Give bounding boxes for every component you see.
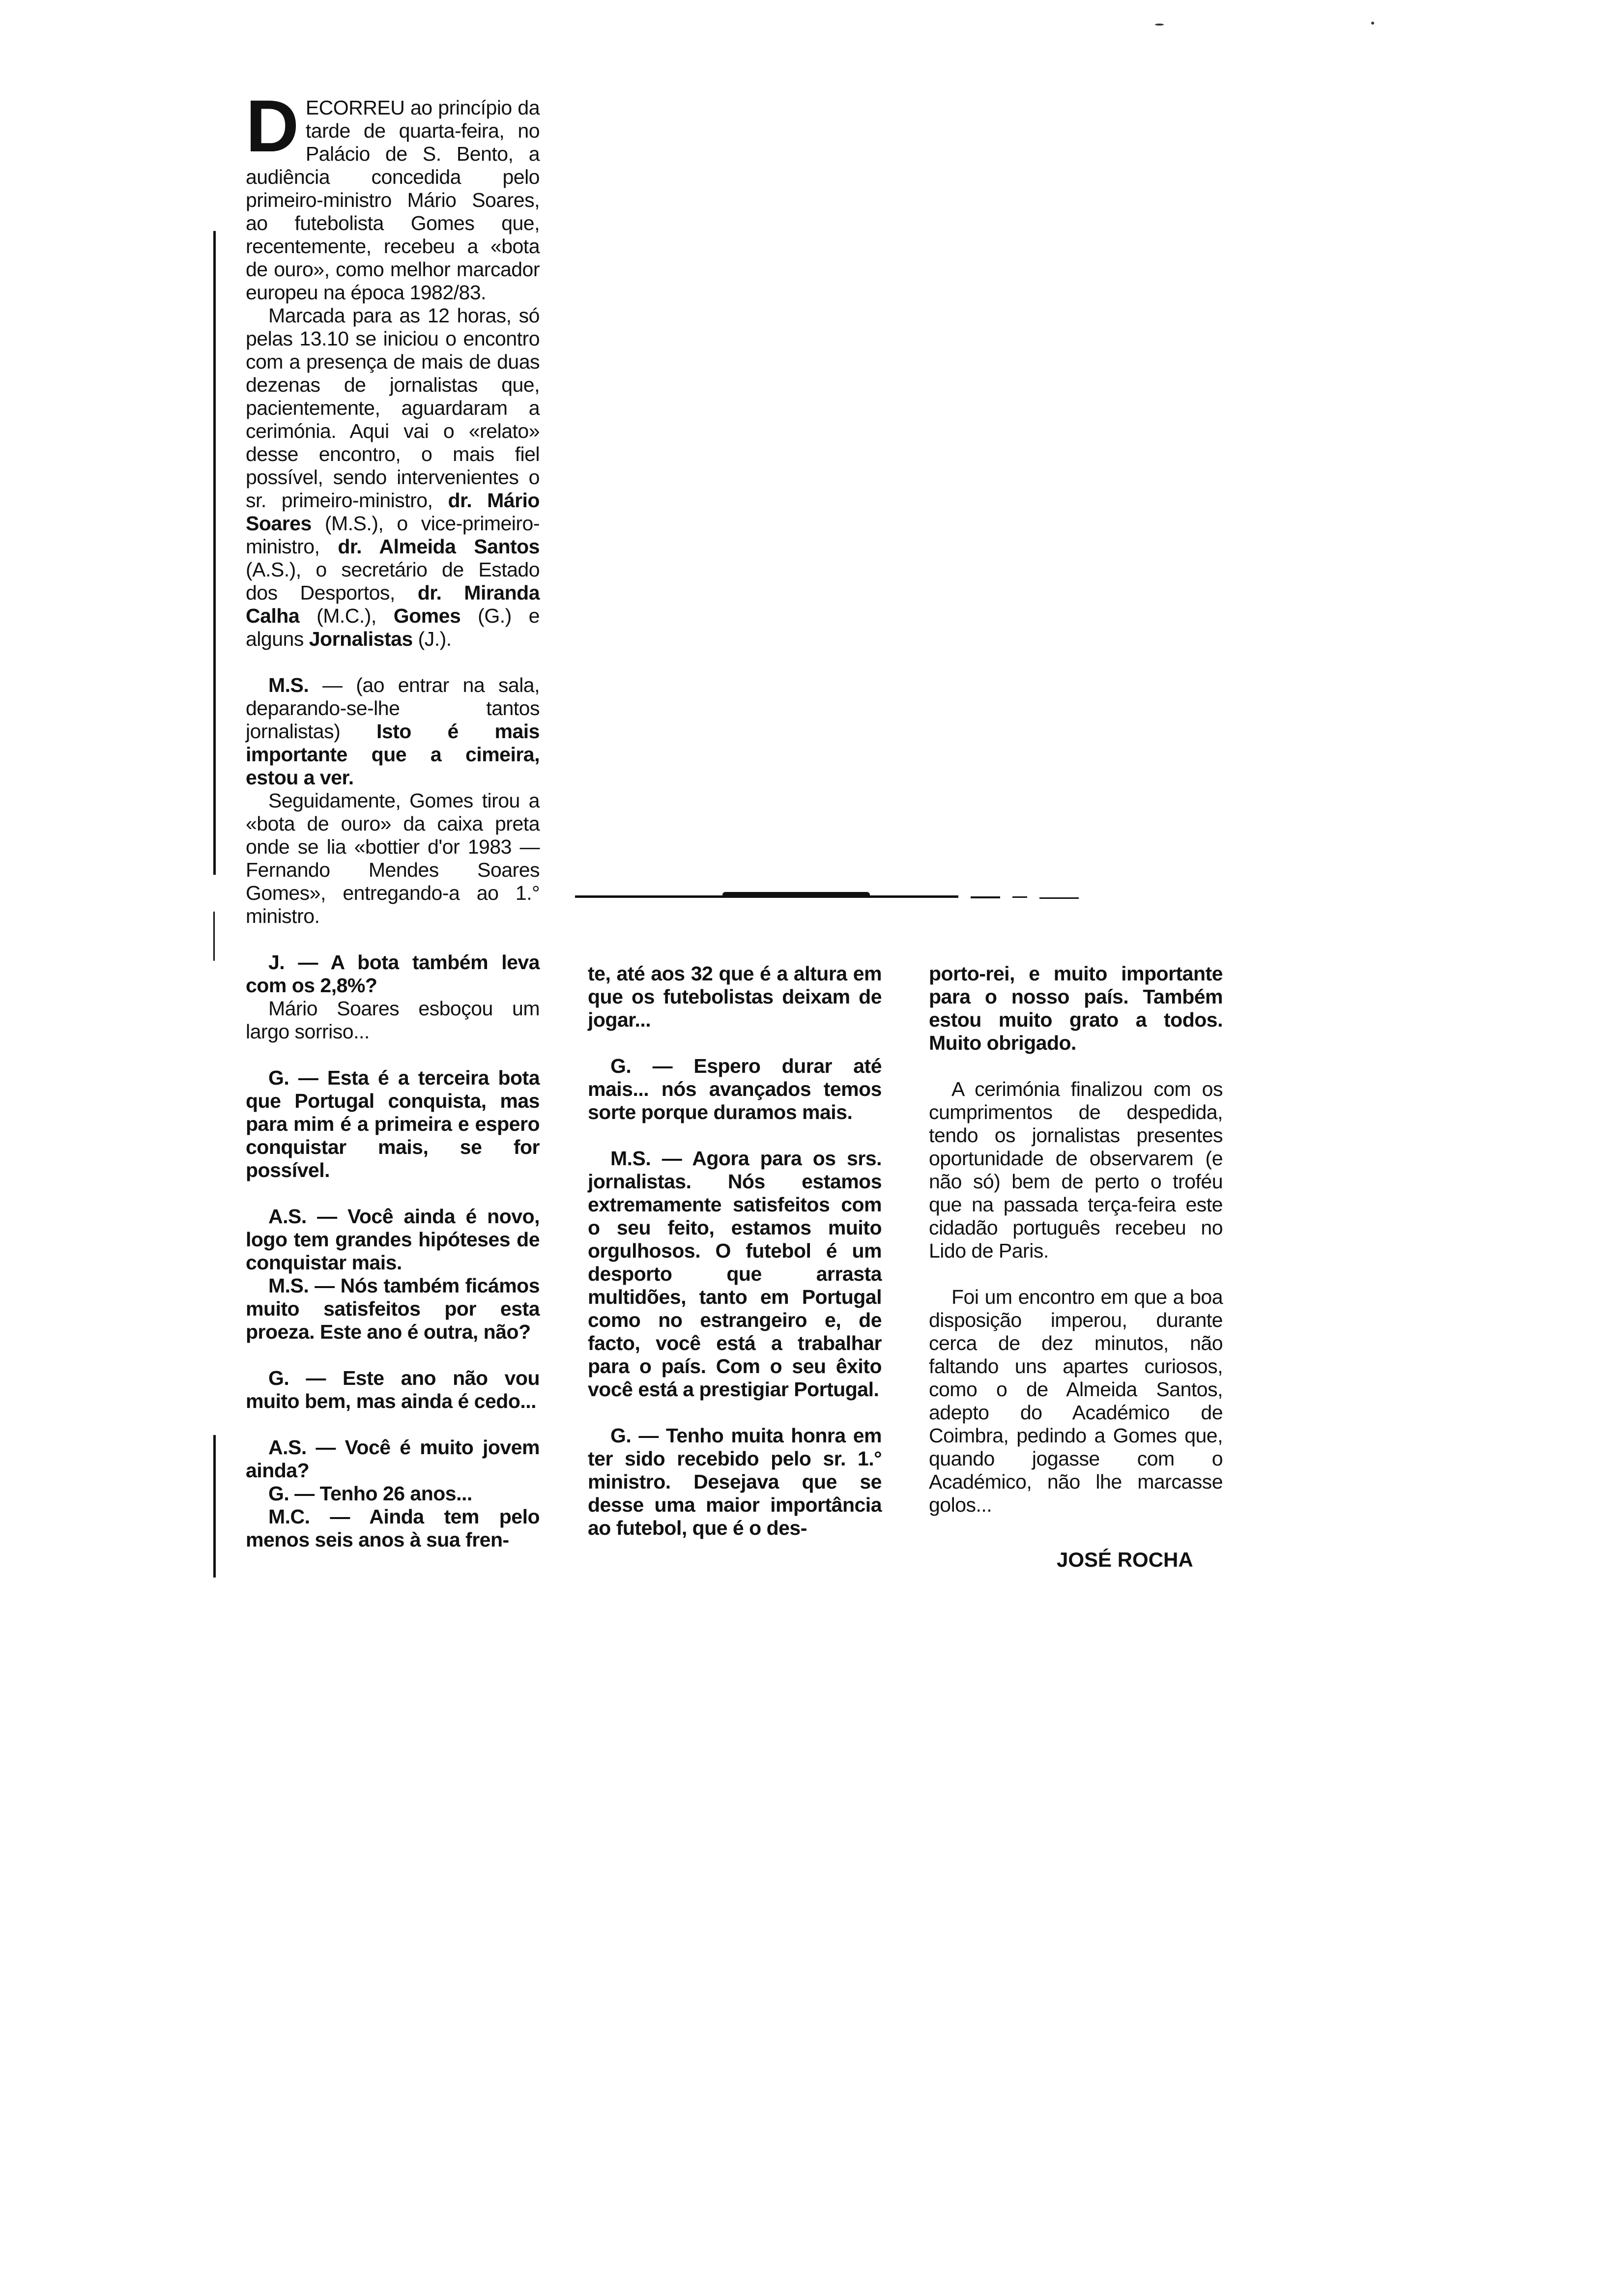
as-quote-1: A.S. — Você ainda é novo, logo tem grandes hipóteses de conquistar mais.: [246, 1205, 540, 1274]
intro-paragraph: DECORREU ao princípio da tarde de quarta-feira, no Palácio de S. Bento, a audiência concedida pelo primeiro-ministro Mário Soares, ao futebolista Gomes que, recentemente, recebeu a «bota de ouro», como melhor marcador europeu na época 1982/83.: [246, 85, 540, 304]
margin-bar-2: [213, 693, 216, 875]
as-quote-2: A.S. — Você é muito jovem ainda?: [246, 1436, 540, 1482]
article-column-1: [246, 85, 540, 1551]
margin-bar-4: [213, 1435, 216, 1578]
ms-quote-1: M.S. — (ao entrar na sala, deparando-se-lhe tantos jornalistas) Isto é mais importante que a cimeira, estou a ver.: [246, 674, 540, 789]
column-rule-dash-1: [971, 896, 1000, 898]
article-column-3: [929, 962, 1223, 1517]
narration-1: Seguidamente, Gomes tirou a «bota de ouro» da caixa preta onde se lia «bottier d'or 1983 — Fernando Mendes Soares Gomes», entregando-a ao 1.° ministro.: [246, 789, 540, 927]
drop-cap: D: [246, 85, 299, 167]
narration-4: Foi um encontro em que a boa disposição imperou, durante cerca de dez minutos, não faltando uns apartes curiosos, como o de Almeida Santos, adepto do Académico de Coimbra, pedindo a Gomes que, quando jogasse com o Académico, não lhe marcasse golos...: [929, 1286, 1223, 1516]
gomes-quote-2: G. — Este ano não vou muito bem, mas ainda é cedo...: [246, 1367, 540, 1412]
ms-quote-3: M.S. — Agora para os srs. jornalistas. Nós estamos extremamente satisfeitos com o seu feito, estamos muito orgulhosos. O futebol é um desporto que arrasta multidões, tanto em Portugal como no estrangeiro e, de facto, você está a trabalhar para o país. Com o seu êxito você está a prestigiar Portugal.: [588, 1147, 882, 1401]
author-byline: JOSÉ ROCHA: [1057, 1548, 1193, 1571]
article-column-2: [588, 962, 882, 1540]
narration-3: A cerimónia finalizou com os cumprimentos de despedida, tendo os jornalistas presentes oportunidade de observarem (e não só) bem de perto o troféu que na passada terça-feira este cidadão português recebeu no Lido de Paris.: [929, 1078, 1223, 1262]
gomes-quote-5: G. — Tenho muita honra em ter sido recebido pelo sr. 1.° ministro. Desejava que se desse uma maior importância ao futebol, que é o des-: [588, 1424, 882, 1539]
column-rule-dash-2: [1012, 896, 1027, 898]
column-rule-thick: [722, 892, 870, 898]
margin-bar-3: [213, 912, 215, 961]
gomes-quote-5-continued: porto-rei, e muito importante para o nosso país. Também estou muito grato a todos. Muito obrigado.: [929, 962, 1223, 1054]
mc-quote-1-continued: te, até aos 32 que é a altura em que os futebolistas deixam de jogar...: [588, 962, 882, 1031]
margin-bar-1: [213, 231, 216, 737]
mc-quote-1: M.C. — Ainda tem pelo menos seis anos à sua fren-: [246, 1505, 540, 1551]
scan-speck: [1155, 24, 1164, 26]
gomes-quote-4: G. — Espero durar até mais... nós avançados temos sorte porque duramos mais.: [588, 1055, 882, 1123]
narration-2: Mário Soares esboçou um largo sorriso...: [246, 997, 540, 1043]
intro-paragraph-2: Marcada para as 12 horas, só pelas 13.10 se iniciou o encontro com a presença de mais de duas dezenas de jornalistas que, pacientemente, aguardaram a cerimónia. Aqui vai o «relato» desse encontro, o mais fiel possível, sendo intervenientes o sr. primeiro-ministro, dr. Mário Soares (M.S.), o vice-primeiro-ministro, dr. Almeida Santos (A.S.), o secretário de Estado dos Desportos, dr. Miranda Calha (M.C.), Gomes (G.) e alguns Jornalistas (J.).: [246, 304, 540, 650]
gomes-quote-1: G. — Esta é a terceira bota que Portugal conquista, mas para mim é a primeira e espero conquistar mais, se for possível.: [246, 1066, 540, 1181]
ms-quote-2: M.S. — Nós também ficámos muito satisfeitos por esta proeza. Este ano é outra, não?: [246, 1274, 540, 1343]
column-rule-dash-3: [1039, 897, 1079, 899]
scan-speck: [1371, 22, 1374, 25]
gomes-quote-3: G. — Tenho 26 anos...: [268, 1482, 472, 1505]
journalist-quote-1: J. — A bota também leva com os 2,8%?: [246, 951, 540, 997]
